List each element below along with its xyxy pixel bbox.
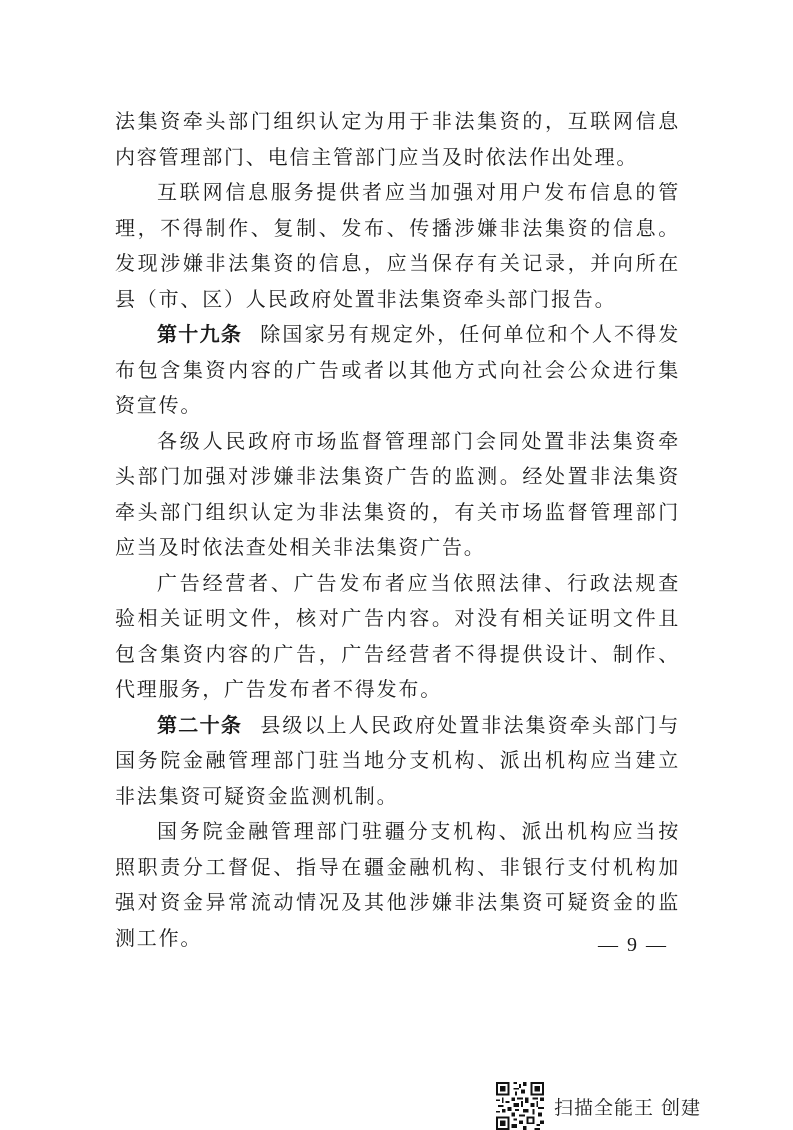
paragraph-7 [115,814,680,956]
article-19 [115,317,680,424]
qr-code-icon [496,1082,544,1130]
paragraph-text: 各级人民政府市场监督管理部门会同处置非法集资牵头部门加强对涉嫌非法集资广告的监测。经处置非法集资牵头部门组织认定为非法集资的，有关市场监督管理部门应当及时依法查处相关非法集资广告。 [115,428,680,559]
paragraph-text: 广告经营者、广告发布者应当依照法律、行政法规查验相关证明文件，核对广告内容。对没有相关证明文件且包含集资内容的广告，广告经营者不得提供设计、制作、代理服务，广告发布者不得发布。 [115,570,680,701]
page-number: — 9 — [598,934,668,956]
article-20 [115,708,680,815]
article-heading: 第十九条 [157,322,243,346]
paragraph-text: 国务院金融管理部门驻疆分支机构、派出机构应当按照职责分工督促、指导在疆金融机构、非银行支付机构加强对资金异常流动情况及其他涉嫌非法集资可疑资金的监测工作。 [115,819,680,950]
watermark-text: 扫描全能王 创建 [554,1096,702,1119]
document-body [115,104,680,956]
paragraph-text: 县级以上人民政府处置非法集资牵头部门与国务院金融管理部门驻当地分支机构、派出机构应当建立非法集资可疑资金监测机制。 [115,712,681,808]
article-heading: 第二十条 [157,712,243,737]
paragraph-text: 除国家另有规定外，任何单位和个人不得发布包含集资内容的广告或者以其他方式向社会公众进行集资宣传。 [115,322,681,417]
paragraph-5 [115,566,680,708]
scanner-watermark [496,1082,701,1130]
paragraph-4 [115,424,680,566]
paragraph-1 [115,104,680,175]
paragraph-text: 互联网信息服务提供者应当加强对用户发布信息的管理，不得制作、复制、发布、传播涉嫌非法集资的信息。发现涉嫌非法集资的信息，应当保存有关记录，并向所在县（市、区）人民政府处置非法集资牵头部门报告。 [115,180,680,311]
paragraph-text: 法集资牵头部门组织认定为用于非法集资的，互联网信息内容管理部门、电信主管部门应当及时依法作出处理。 [115,109,680,169]
paragraph-2 [115,175,680,317]
